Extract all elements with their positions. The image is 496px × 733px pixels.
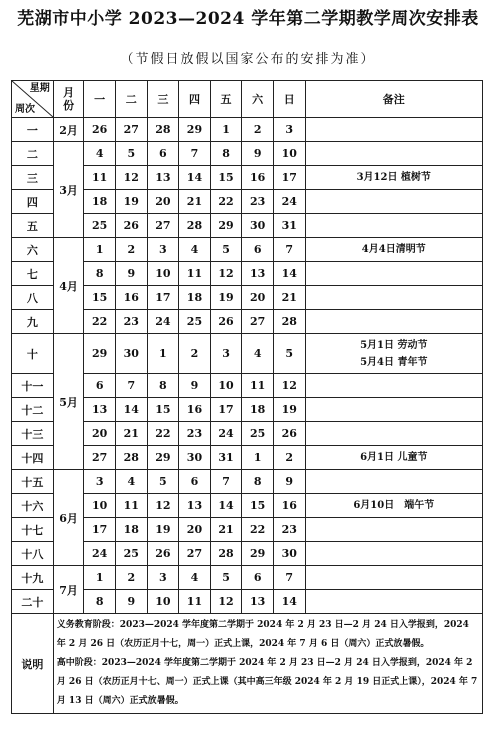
week-number: 十四 xyxy=(12,446,54,470)
day-cell: 25 xyxy=(179,310,211,334)
week-number: 十一 xyxy=(12,374,54,398)
day-cell: 7 xyxy=(179,142,211,166)
day-cell: 29 xyxy=(179,118,211,142)
day-cell: 12 xyxy=(273,374,305,398)
day-cell: 8 xyxy=(84,590,116,614)
header-weekday-label: 星期 xyxy=(29,83,50,94)
day-cell: 11 xyxy=(242,374,274,398)
remark-cell xyxy=(305,494,482,518)
remark-cell xyxy=(305,518,482,542)
day-cell: 21 xyxy=(273,286,305,310)
day-cell: 25 xyxy=(242,422,274,446)
week-number: 十五 xyxy=(12,470,54,494)
day-cell: 13 xyxy=(147,166,179,190)
day-cell: 1 xyxy=(210,118,242,142)
day-cell: 4 xyxy=(179,566,211,590)
day-cell: 3 xyxy=(273,118,305,142)
day-cell: 11 xyxy=(179,590,211,614)
notes-compulsory: 义务教育阶段：2023—2024 学年度第二学期于 2024 年 2 月 23 日—2 月 24 日入学报到，2024 年 2 月 26 日（农历正月十七，周一）正式上课，2024 年 7 月 6 日（周六）正式放暑假。 xyxy=(56,620,469,649)
day-cell: 24 xyxy=(84,542,116,566)
day-cell: 13 xyxy=(242,262,274,286)
remark-cell xyxy=(305,422,482,446)
day-cell: 30 xyxy=(242,214,274,238)
week-number: 十六 xyxy=(12,494,54,518)
day-cell: 14 xyxy=(115,398,147,422)
day-cell: 10 xyxy=(84,494,116,518)
remark-cell xyxy=(305,590,482,614)
remark-cell xyxy=(305,334,482,374)
week-number: 二 xyxy=(12,142,54,166)
day-cell: 22 xyxy=(84,310,116,334)
day-cell: 10 xyxy=(147,262,179,286)
day-cell: 24 xyxy=(210,422,242,446)
remark-cell xyxy=(305,398,482,422)
day-cell: 12 xyxy=(210,590,242,614)
day-cell: 14 xyxy=(273,590,305,614)
day-cell: 9 xyxy=(242,142,274,166)
remark-text: 4月4日清明节 xyxy=(361,244,426,255)
day-cell: 27 xyxy=(84,446,116,470)
day-cell: 1 xyxy=(242,446,274,470)
day-cell: 10 xyxy=(147,590,179,614)
day-cell: 4 xyxy=(179,238,211,262)
remark-cell xyxy=(305,262,482,286)
day-cell: 10 xyxy=(210,374,242,398)
month-cell: 4月 xyxy=(53,238,84,334)
header-day-sat: 六 xyxy=(242,81,274,118)
remark-cell xyxy=(305,310,482,334)
table-row xyxy=(12,470,483,494)
day-cell: 23 xyxy=(115,310,147,334)
remark-cell xyxy=(305,286,482,310)
week-number: 九 xyxy=(12,310,54,334)
table-body xyxy=(12,118,483,714)
day-cell: 24 xyxy=(273,190,305,214)
table-row xyxy=(12,238,483,262)
day-cell: 21 xyxy=(210,518,242,542)
month-cell: 3月 xyxy=(53,142,84,238)
remark-text-2: 5月4日 青年节 xyxy=(360,356,428,368)
day-cell: 16 xyxy=(273,494,305,518)
day-cell: 15 xyxy=(147,398,179,422)
day-cell: 8 xyxy=(147,374,179,398)
day-cell: 30 xyxy=(273,542,305,566)
day-cell: 7 xyxy=(273,566,305,590)
day-cell: 20 xyxy=(147,190,179,214)
day-cell: 21 xyxy=(115,422,147,446)
day-cell: 20 xyxy=(84,422,116,446)
week-number: 十 xyxy=(12,334,54,374)
remark-cell xyxy=(305,214,482,238)
table-row xyxy=(12,334,483,374)
day-cell: 18 xyxy=(179,286,211,310)
day-cell: 30 xyxy=(179,446,211,470)
table-row xyxy=(12,118,483,142)
week-number: 十二 xyxy=(12,398,54,422)
day-cell: 3 xyxy=(84,470,116,494)
week-number: 二十 xyxy=(12,590,54,614)
month-cell: 2月 xyxy=(53,118,84,142)
week-number: 三 xyxy=(12,166,54,190)
header-remark: 备注 xyxy=(305,81,482,118)
day-cell: 27 xyxy=(147,214,179,238)
day-cell: 3 xyxy=(147,238,179,262)
day-cell: 29 xyxy=(147,446,179,470)
header-day-fri: 五 xyxy=(210,81,242,118)
day-cell: 17 xyxy=(273,166,305,190)
day-cell: 26 xyxy=(273,422,305,446)
day-cell: 5 xyxy=(210,566,242,590)
day-cell: 26 xyxy=(84,118,116,142)
day-cell: 9 xyxy=(273,470,305,494)
header-day-sun: 日 xyxy=(273,81,305,118)
day-cell: 6 xyxy=(147,142,179,166)
remark-text: 3月12日 植树节 xyxy=(356,172,431,183)
remark-cell xyxy=(305,566,482,590)
day-cell: 5 xyxy=(115,142,147,166)
day-cell: 8 xyxy=(210,142,242,166)
week-number: 一 xyxy=(12,118,54,142)
day-cell: 17 xyxy=(147,286,179,310)
day-cell: 8 xyxy=(84,262,116,286)
day-cell: 8 xyxy=(242,470,274,494)
day-cell: 19 xyxy=(147,518,179,542)
day-cell: 11 xyxy=(115,494,147,518)
day-cell: 16 xyxy=(242,166,274,190)
remark-text: 6月1日 儿童节 xyxy=(360,452,428,463)
week-number: 六 xyxy=(12,238,54,262)
day-cell: 25 xyxy=(115,542,147,566)
week-number: 十八 xyxy=(12,542,54,566)
header-month-line2: 份 xyxy=(63,99,75,112)
day-cell: 6 xyxy=(84,374,116,398)
day-cell: 31 xyxy=(273,214,305,238)
remark-text: 6月10日 端午节 xyxy=(353,500,435,511)
day-cell: 12 xyxy=(115,166,147,190)
day-cell: 22 xyxy=(210,190,242,214)
day-cell: 9 xyxy=(179,374,211,398)
day-cell: 4 xyxy=(84,142,116,166)
day-cell: 29 xyxy=(210,214,242,238)
remark-cell xyxy=(305,446,482,470)
day-cell: 5 xyxy=(273,334,305,374)
day-cell: 12 xyxy=(147,494,179,518)
day-cell: 1 xyxy=(84,566,116,590)
day-cell: 19 xyxy=(115,190,147,214)
day-cell: 12 xyxy=(210,262,242,286)
day-cell: 19 xyxy=(210,286,242,310)
day-cell: 20 xyxy=(242,286,274,310)
day-cell: 9 xyxy=(115,262,147,286)
day-cell: 28 xyxy=(179,214,211,238)
day-cell: 26 xyxy=(147,542,179,566)
day-cell: 2 xyxy=(273,446,305,470)
day-cell: 5 xyxy=(210,238,242,262)
day-cell: 7 xyxy=(210,470,242,494)
day-cell: 2 xyxy=(115,566,147,590)
day-cell: 30 xyxy=(115,334,147,374)
day-cell: 2 xyxy=(179,334,211,374)
day-cell: 16 xyxy=(115,286,147,310)
day-cell: 26 xyxy=(210,310,242,334)
week-number: 八 xyxy=(12,286,54,310)
day-cell: 11 xyxy=(84,166,116,190)
day-cell: 6 xyxy=(242,238,274,262)
day-cell: 1 xyxy=(84,238,116,262)
day-cell: 15 xyxy=(210,166,242,190)
day-cell: 2 xyxy=(242,118,274,142)
remark-cell xyxy=(305,238,482,262)
remark-cell xyxy=(305,118,482,142)
day-cell: 14 xyxy=(273,262,305,286)
day-cell: 28 xyxy=(115,446,147,470)
day-cell: 18 xyxy=(115,518,147,542)
day-cell: 14 xyxy=(210,494,242,518)
remark-cell xyxy=(305,142,482,166)
day-cell: 4 xyxy=(115,470,147,494)
week-number: 十三 xyxy=(12,422,54,446)
page-subtitle: （节假日放假以国家公布的安排为准） xyxy=(120,52,376,67)
remark-text: 5月1日 劳动节 xyxy=(360,339,428,351)
day-cell: 2 xyxy=(115,238,147,262)
notes-label: 说明 xyxy=(12,614,54,714)
remark-cell xyxy=(305,374,482,398)
month-cell: 6月 xyxy=(53,470,84,566)
day-cell: 13 xyxy=(242,590,274,614)
day-cell: 31 xyxy=(210,446,242,470)
day-cell: 29 xyxy=(84,334,116,374)
day-cell: 1 xyxy=(147,334,179,374)
week-number: 七 xyxy=(12,262,54,286)
day-cell: 10 xyxy=(273,142,305,166)
day-cell: 13 xyxy=(84,398,116,422)
day-cell: 17 xyxy=(84,518,116,542)
header-week-cell xyxy=(12,81,54,118)
remark-cell xyxy=(305,190,482,214)
day-cell: 19 xyxy=(273,398,305,422)
remark-cell xyxy=(305,542,482,566)
day-cell: 3 xyxy=(147,566,179,590)
schedule-table xyxy=(11,80,483,714)
day-cell: 26 xyxy=(115,214,147,238)
month-cell: 7月 xyxy=(53,566,84,614)
day-cell: 22 xyxy=(242,518,274,542)
week-number: 十七 xyxy=(12,518,54,542)
week-number: 十九 xyxy=(12,566,54,590)
day-cell: 17 xyxy=(210,398,242,422)
day-cell: 13 xyxy=(179,494,211,518)
day-cell: 28 xyxy=(210,542,242,566)
notes-row xyxy=(12,614,483,714)
day-cell: 29 xyxy=(242,542,274,566)
header-day-thu: 四 xyxy=(179,81,211,118)
month-cell: 5月 xyxy=(53,334,84,470)
header-day-wed: 三 xyxy=(147,81,179,118)
day-cell: 28 xyxy=(273,310,305,334)
day-cell: 7 xyxy=(115,374,147,398)
header-month-line1: 月 xyxy=(63,86,75,99)
day-cell: 20 xyxy=(179,518,211,542)
day-cell: 18 xyxy=(242,398,274,422)
day-cell: 11 xyxy=(179,262,211,286)
day-cell: 23 xyxy=(273,518,305,542)
table-row xyxy=(12,566,483,590)
day-cell: 15 xyxy=(242,494,274,518)
header-month-cell xyxy=(53,81,84,118)
day-cell: 25 xyxy=(84,214,116,238)
day-cell: 16 xyxy=(179,398,211,422)
day-cell: 9 xyxy=(115,590,147,614)
day-cell: 4 xyxy=(242,334,274,374)
day-cell: 18 xyxy=(84,190,116,214)
day-cell: 7 xyxy=(273,238,305,262)
header-week-label: 周次 xyxy=(15,104,35,115)
table-row xyxy=(12,142,483,166)
notes-content xyxy=(53,614,482,714)
day-cell: 27 xyxy=(179,542,211,566)
day-cell: 23 xyxy=(242,190,274,214)
day-cell: 27 xyxy=(115,118,147,142)
day-cell: 6 xyxy=(179,470,211,494)
page-title: 芜湖市中小学 2023—2024 学年第二学期教学周次安排表 xyxy=(17,9,479,29)
remark-cell xyxy=(305,470,482,494)
day-cell: 21 xyxy=(179,190,211,214)
week-number: 四 xyxy=(12,190,54,214)
day-cell: 3 xyxy=(210,334,242,374)
day-cell: 6 xyxy=(242,566,274,590)
day-cell: 28 xyxy=(147,118,179,142)
day-cell: 15 xyxy=(84,286,116,310)
header-day-tue: 二 xyxy=(115,81,147,118)
day-cell: 24 xyxy=(147,310,179,334)
day-cell: 14 xyxy=(179,166,211,190)
day-cell: 23 xyxy=(179,422,211,446)
notes-highschool: 高中阶段：2023—2024 学年度第二学期于 2024 年 2 月 23 日—2 月 24 日入学报到，2024 年 2 月 26 日（农历正月十七、周一）正式上课（其中高三年级 2024 年 2 月 19 日正式上课），2024 年 7 月 13 日（周六）正式放暑假。 xyxy=(56,658,478,706)
header-day-mon: 一 xyxy=(84,81,116,118)
week-number: 五 xyxy=(12,214,54,238)
day-cell: 5 xyxy=(147,470,179,494)
day-cell: 27 xyxy=(242,310,274,334)
day-cell: 22 xyxy=(147,422,179,446)
remark-cell xyxy=(305,166,482,190)
